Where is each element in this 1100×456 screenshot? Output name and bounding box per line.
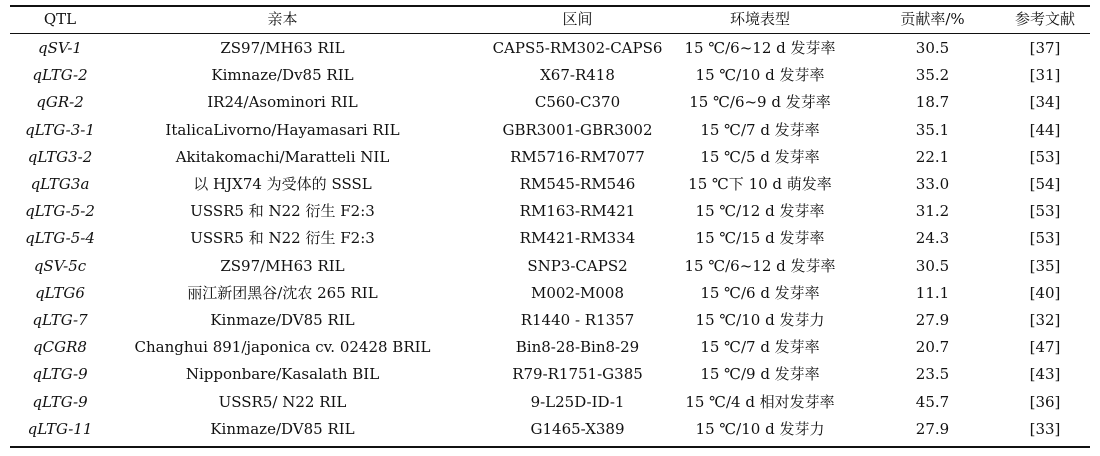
contribution-cell: 35.1 bbox=[915, 120, 950, 139]
interval-cell: SNP3-CAPS2 bbox=[527, 256, 628, 275]
phenotype-cell: 15 ℃/6~9 d 发芽率 bbox=[689, 93, 831, 112]
phenotype-cell: 15 ℃/9 d 发芽率 bbox=[700, 365, 820, 384]
reference-cell: [34] bbox=[1029, 93, 1061, 112]
interval-cell: RM545-RM546 bbox=[519, 175, 636, 193]
interval-cell: GBR3001-GBR3002 bbox=[502, 120, 653, 139]
header-interval: 区间 bbox=[562, 10, 593, 28]
table-header-row bbox=[10, 6, 1090, 33]
parent-cell: ZS97/MH63 RIL bbox=[220, 256, 345, 275]
qtl-cell: qLTG-3-1 bbox=[25, 120, 95, 139]
parent-cell: Kinmaze/DV85 RIL bbox=[210, 311, 355, 329]
contribution-cell: 18.7 bbox=[915, 93, 950, 112]
header-contribution-rate: 贡献率/% bbox=[900, 10, 965, 28]
parent-cell: 以 HJX74 为受体的 SSSL bbox=[193, 175, 372, 193]
interval-cell: 9-L25D-ID-1 bbox=[530, 392, 625, 411]
interval-cell: CAPS5-RM302-CAPS6 bbox=[492, 39, 663, 57]
qtl-cell: qLTG3-2 bbox=[27, 147, 93, 166]
parent-cell: USSR5/ N22 RIL bbox=[218, 392, 347, 411]
header-qtl: QTL bbox=[43, 10, 77, 28]
parent-cell: IR24/Asominori RIL bbox=[207, 93, 358, 112]
table-row bbox=[10, 35, 1090, 62]
phenotype-cell: 15 ℃/7 d 发芽率 bbox=[700, 338, 820, 357]
phenotype-cell: 15 ℃/10 d 发芽力 bbox=[695, 419, 825, 438]
reference-cell: [31] bbox=[1029, 66, 1061, 85]
parent-cell: ItalicaLivorno/Hayamasari RIL bbox=[165, 120, 400, 139]
parent-cell: ZS97/MH63 RIL bbox=[220, 39, 345, 57]
table-row bbox=[10, 171, 1090, 198]
contribution-cell: 31.2 bbox=[915, 202, 950, 221]
table-row bbox=[10, 253, 1090, 280]
interval-cell: RM5716-RM7077 bbox=[510, 147, 645, 166]
header-environment-phenotype: 环境表型 bbox=[729, 10, 790, 28]
contribution-cell: 27.9 bbox=[915, 419, 950, 438]
contribution-cell: 11.1 bbox=[915, 283, 950, 302]
qtl-cell: qLTG-2 bbox=[32, 66, 88, 85]
contribution-cell: 30.5 bbox=[915, 256, 950, 275]
parent-cell: USSR5 和 N22 衍生 F2:3 bbox=[190, 229, 375, 248]
reference-cell: [53] bbox=[1029, 147, 1061, 166]
reference-cell: [43] bbox=[1029, 365, 1061, 384]
header-reference: 参考文献 bbox=[1014, 10, 1075, 28]
reference-cell: [33] bbox=[1029, 419, 1061, 438]
qtl-cell: qSV-5c bbox=[33, 256, 87, 275]
reference-cell: [40] bbox=[1029, 283, 1061, 302]
qtl-cell: qLTG6 bbox=[35, 283, 85, 302]
phenotype-cell: 15 ℃/7 d 发芽率 bbox=[700, 120, 820, 139]
header-parent: 亲本 bbox=[267, 10, 298, 28]
phenotype-cell: 15 ℃/5 d 发芽率 bbox=[700, 147, 820, 166]
interval-cell: Bin8-28-Bin8-29 bbox=[515, 338, 640, 357]
table-row bbox=[10, 389, 1090, 416]
table-row bbox=[10, 198, 1090, 225]
interval-cell: C560-C370 bbox=[534, 93, 621, 112]
contribution-cell: 27.9 bbox=[915, 311, 950, 329]
interval-cell: X67-R418 bbox=[540, 66, 615, 85]
table-row bbox=[10, 280, 1090, 307]
table-bottom-rule bbox=[10, 446, 1090, 448]
interval-cell: RM163-RM421 bbox=[519, 202, 636, 221]
phenotype-cell: 15 ℃/6 d 发芽率 bbox=[700, 283, 820, 302]
reference-cell: [54] bbox=[1029, 175, 1061, 193]
qtl-cell: qLTG-9 bbox=[32, 392, 88, 411]
contribution-cell: 22.1 bbox=[915, 147, 950, 166]
table-row bbox=[10, 334, 1090, 361]
phenotype-cell: 15 ℃/10 d 发芽力 bbox=[695, 311, 825, 329]
table-row bbox=[10, 144, 1090, 171]
table-row bbox=[10, 307, 1090, 334]
table-row bbox=[10, 117, 1090, 144]
parent-cell: Akitakomachi/Maratteli NIL bbox=[175, 147, 390, 166]
reference-cell: [36] bbox=[1029, 392, 1061, 411]
parent-cell: Kimnaze/Dv85 RIL bbox=[211, 66, 354, 85]
phenotype-cell: 15 ℃/10 d 发芽率 bbox=[695, 66, 825, 85]
phenotype-cell: 15 ℃/4 d 相对发芽率 bbox=[685, 392, 835, 411]
contribution-cell: 23.5 bbox=[915, 365, 950, 384]
parent-cell: Nipponbare/Kasalath BIL bbox=[185, 365, 380, 384]
qtl-cell: qGR-2 bbox=[36, 93, 84, 112]
reference-cell: [53] bbox=[1029, 229, 1061, 248]
table-row bbox=[10, 361, 1090, 388]
qtl-cell: qLTG-7 bbox=[32, 311, 88, 329]
phenotype-cell: 15 ℃下 10 d 萌发率 bbox=[688, 175, 832, 193]
reference-cell: [37] bbox=[1029, 39, 1061, 57]
qtl-cell: qLTG3a bbox=[30, 175, 90, 193]
phenotype-cell: 15 ℃/15 d 发芽率 bbox=[695, 229, 825, 248]
parent-cell: Kinmaze/DV85 RIL bbox=[210, 419, 355, 438]
reference-cell: [44] bbox=[1029, 120, 1061, 139]
contribution-cell: 35.2 bbox=[915, 66, 950, 85]
interval-cell: R79-R1751-G385 bbox=[512, 365, 643, 384]
interval-cell: G1465-X389 bbox=[530, 419, 625, 438]
interval-cell: RM421-RM334 bbox=[519, 229, 636, 248]
qtl-cell: qLTG-9 bbox=[32, 365, 88, 384]
table-row bbox=[10, 89, 1090, 116]
qtl-cell: qCGR8 bbox=[33, 338, 87, 357]
contribution-cell: 24.3 bbox=[915, 229, 950, 248]
parent-cell: 丽江新团黑谷/沈农 265 RIL bbox=[187, 283, 378, 302]
parent-cell: USSR5 和 N22 衍生 F2:3 bbox=[190, 202, 375, 221]
table-row bbox=[10, 225, 1090, 252]
reference-cell: [47] bbox=[1029, 338, 1061, 357]
contribution-cell: 30.5 bbox=[915, 39, 950, 57]
phenotype-cell: 15 ℃/6~12 d 发芽率 bbox=[684, 256, 836, 275]
table-row bbox=[10, 62, 1090, 89]
table-row bbox=[10, 416, 1090, 443]
interval-cell: M002-M008 bbox=[530, 283, 625, 302]
interval-cell: R1440 - R1357 bbox=[520, 311, 635, 329]
qtl-cell: qLTG-11 bbox=[27, 419, 93, 438]
parent-cell: Changhui 891/japonica cv. 02428 BRIL bbox=[134, 338, 431, 357]
reference-cell: [53] bbox=[1029, 202, 1061, 221]
contribution-cell: 45.7 bbox=[915, 392, 950, 411]
contribution-cell: 20.7 bbox=[915, 338, 950, 357]
reference-cell: [35] bbox=[1029, 256, 1061, 275]
contribution-cell: 33.0 bbox=[915, 175, 950, 193]
reference-cell: [32] bbox=[1029, 311, 1061, 329]
phenotype-cell: 15 ℃/6~12 d 发芽率 bbox=[684, 39, 836, 57]
qtl-cell: qSV-1 bbox=[38, 39, 82, 57]
table-header-rule bbox=[10, 33, 1090, 34]
qtl-cell: qLTG-5-4 bbox=[25, 229, 95, 248]
phenotype-cell: 15 ℃/12 d 发芽率 bbox=[695, 202, 825, 221]
qtl-cell: qLTG-5-2 bbox=[25, 202, 95, 221]
